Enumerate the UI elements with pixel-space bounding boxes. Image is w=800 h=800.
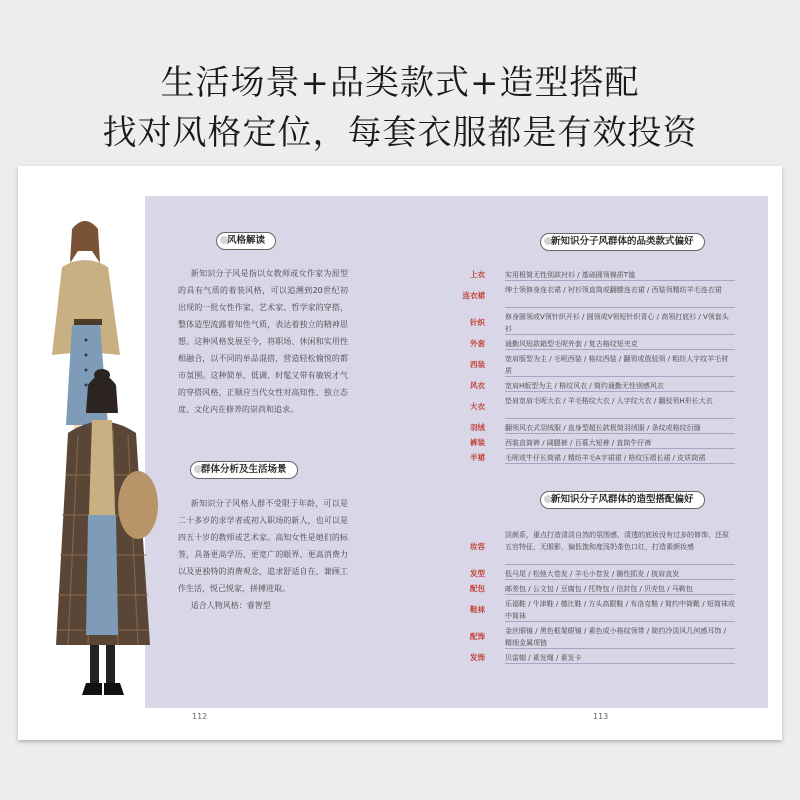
row-divider [505, 648, 735, 649]
category-value: 实用极简无性别款衬衫 / 基础圆领棉质T恤 [505, 271, 636, 279]
category-label: 半裙 [470, 453, 485, 462]
category-label: 上衣 [470, 270, 485, 279]
category-value: 通勤风短款箱型毛呢外套 / 复古格纹短夹克 [505, 340, 638, 348]
category-value: 翻领风衣式羽绒服 / 直身型超长款极简羽绒服 / 条纹或格纹衍缝 [505, 424, 701, 432]
category-label: 妆容 [470, 542, 485, 551]
table2-title: 新知识分子风群体的造型搭配偏好 [540, 491, 705, 509]
category-value: 绅士领修身连衣裙 / 衬衫领直筒或翻腰连衣裙 / 西装领精纺羊毛连衣裙 [505, 286, 722, 294]
group-analysis-paragraph: 新知识分子风格人群不受限于年龄，可以是二十多岁的求学者或初入职场的新人，也可以是四五十岁的教师或艺术家。高知女性是她们的标签，具备更高学历、更宽广的眼界、更高消费力以及更独特的消费观念，追求舒适自在，兼顾工作生活，悦己悦家，拼搏进取。 [178, 499, 348, 593]
style-interpretation-paragraph: 新知识分子风是指以女教师或女作家为原型的具有气质的着装风格，可以追溯到20世纪初出现的一批女性作家、艺术家、哲学家的穿搭，整体造型流露着知性气质，表达着独立的精神思想。这种风格发展至今，将职场、休闲和实用性相融合，以不同的单品混搭，营造轻松愉悦的都市氛围。这种简单、低调、时髦又带有敏锐才气的穿搭风格，正顺应当代女性对高知性、独立态度、文化内在修养的崇尚和追求。 [178, 269, 348, 414]
headline-line-1: 生活场景+品类款式+造型搭配 [160, 63, 640, 103]
row-divider [505, 594, 735, 595]
category-label: 羽绒 [470, 423, 485, 432]
category-label: 鞋袜 [470, 605, 485, 614]
category-value: 乐福鞋 / 牛津鞋 / 德比鞋 / 方头高跟鞋 / 布洛克鞋 / 简约中筒靴 / 短筒袜或中筒袜 [505, 600, 735, 620]
category-value: 邮差包 / 公文包 / 豆腐包 / 托特包 / 信封包 / 贝壳包 / 马鞍包 [505, 585, 693, 593]
category-label: 针织 [470, 318, 485, 327]
row-divider [505, 307, 735, 308]
row-divider [505, 433, 735, 434]
page-number-left: 112 [192, 712, 208, 721]
fit-style-label: 适合人物风格：睿智型 [190, 601, 271, 610]
row-divider [505, 418, 735, 419]
category-label: 连衣裙 [462, 291, 485, 300]
headline-line-2: 找对风格定位，每套衣服都是有效投资 [102, 113, 698, 153]
category-value: 宽肩版型为主 / 毛呢西装 / 格纹西装 / 翻领或戗驳领 / 粗纺人字纹羊毛材质 [505, 355, 729, 375]
section-title-style-interpretation: 风格解读 [216, 232, 276, 250]
category-value: 金丝眼镜 / 黑色框架眼镜 / 素色或小格纹领带 / 简约冷淡风几何感耳饰 / 精细金属项链 [505, 627, 727, 647]
category-label: 大衣 [470, 402, 485, 411]
category-value: 淡颜系，重点打造清淡自然的氛围感，清透的底妆没有过多的修饰，还原五官特征，无眼影，偏低饱和度浅奶茶色口红，打造素颜妆感 [505, 531, 729, 551]
category-value: 贝雷帽 / 素发绳 / 素发卡 [505, 654, 582, 662]
category-label: 配饰 [470, 632, 485, 641]
row-divider [505, 579, 735, 580]
row-divider [505, 663, 735, 664]
center-fold [400, 196, 402, 708]
table1-title: 新知识分子风群体的品类款式偏好 [540, 233, 705, 251]
row-divider [505, 280, 735, 281]
category-label: 发饰 [470, 653, 485, 662]
category-label: 外套 [470, 339, 485, 348]
row-divider [505, 391, 735, 392]
category-label: 风衣 [470, 381, 485, 390]
style-interpretation-text [178, 265, 348, 418]
category-value: 垫肩宽肩毛呢大衣 / 羊毛格纹大衣 / 人字纹大衣 / 翻驳领H形长大衣 [505, 397, 713, 405]
row-divider [505, 621, 735, 622]
category-value: 宽肩H版型为主 / 格纹风衣 / 简约通勤无性别感风衣 [505, 382, 664, 390]
category-label: 西装 [470, 360, 485, 369]
row-divider [505, 564, 735, 565]
category-label: 配包 [470, 584, 485, 593]
group-analysis-text [178, 495, 348, 614]
row-divider [505, 448, 735, 449]
page-number-right: 113 [593, 712, 609, 721]
category-value: 西装直筒裤 / 阔腿裤 / 百慕大短裤 / 直筒牛仔裤 [505, 439, 652, 447]
category-label: 发型 [470, 569, 485, 578]
row-divider [505, 463, 735, 464]
row-divider [505, 334, 735, 335]
section-title-group-analysis: 群体分析及生活场景 [190, 461, 298, 479]
row-divider [505, 349, 735, 350]
category-value: 毛呢或牛仔长筒裙 / 精纺羊毛A字裙裙 / 格纹压褶长裙 / 皮质筒裙 [505, 454, 706, 462]
row-divider [505, 376, 735, 377]
fashion-illustration [38, 215, 168, 715]
category-value: 低马尾 / 松弛大卷发 / 羊毛小卷发 / 随性抓发 / 披肩直发 [505, 570, 680, 578]
category-value: 修身圆领或V领针织开衫 / 圆领或V领短针织背心 / 高领打底衫 / V领套头衫 [505, 313, 729, 333]
category-label: 裤装 [470, 438, 485, 447]
